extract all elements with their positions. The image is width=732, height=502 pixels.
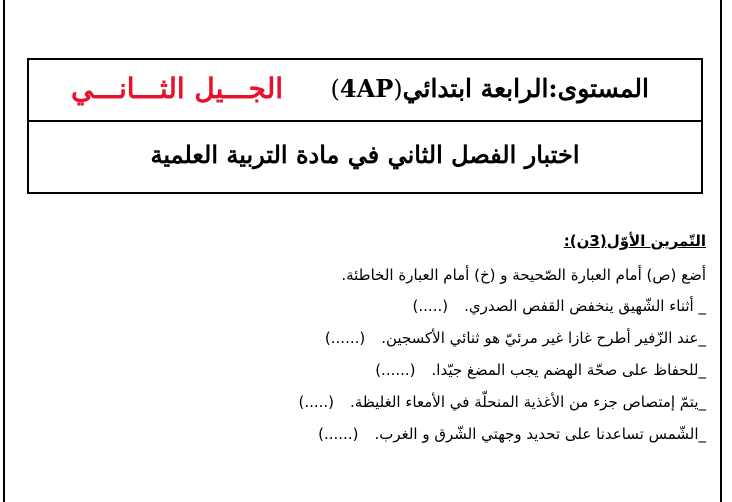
statement-row — [26, 418, 706, 450]
answer-blank: (.....) — [412, 297, 449, 315]
statement-text: _الشّمس تساعدنا على تحديد وجهتي الشّرق و الغرب. — [374, 425, 706, 443]
statement-row — [26, 386, 706, 418]
statement-text: _يتمّ إمتصاص جزء من الأغذية المنحلّة في الأمعاء الغليظة. — [350, 393, 706, 411]
exam-title: اختبار الفصل الثاني في مادة التربية العلمية — [150, 140, 580, 169]
exercise-section — [26, 232, 706, 450]
exercise-title: التّمرين الأوّل(3ن): — [563, 232, 706, 250]
answer-blank: (......) — [324, 329, 366, 347]
exercise-instruction: أضع (ص) أمام العبارة الصّحيحة و (خ) أمام العبارة الخاطئة. — [341, 266, 706, 284]
header-divider — [29, 120, 701, 122]
statement-text: _للحفاظ على صحّة الهضم يجب المضغ جيّدا. — [431, 361, 706, 379]
brand-title: الجـــيل الثـــانـــي — [71, 72, 284, 105]
level-text: المستوى:الرابعة ابتدائي — [402, 74, 649, 103]
statement-row — [26, 322, 706, 354]
statement-text: _ أثناء الشّهيق ينخفض القفص الصدري. — [464, 297, 706, 315]
statement-row — [26, 354, 706, 386]
answer-blank: (.....) — [298, 393, 335, 411]
answer-blank: (......) — [375, 361, 416, 379]
level-code: 4AP — [339, 74, 394, 103]
header-box — [27, 58, 703, 194]
statement-text: _عند الزّفير أطرح غازا غير مرئيّ هو ثنائي الأكسجين. — [381, 329, 706, 347]
answer-blank: (......) — [318, 425, 359, 443]
statement-row — [26, 290, 706, 322]
level-label: المستوى:الرابعة ابتدائي(4AP) — [330, 74, 649, 103]
